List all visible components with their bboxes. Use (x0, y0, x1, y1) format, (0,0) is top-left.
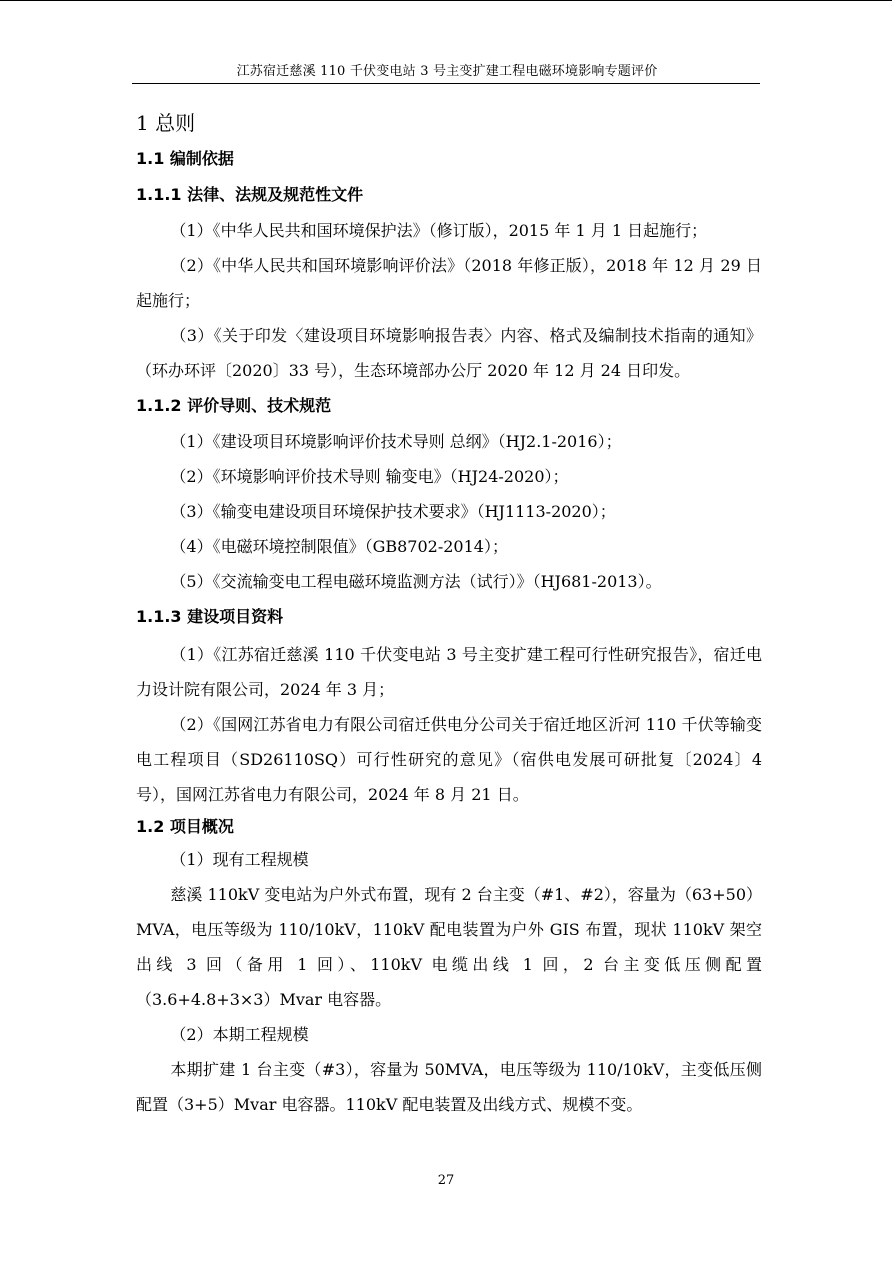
law-item-2: （2）《中华人民共和国环境影响评价法》（2018 年修正版），2018 年 12 月 29 日起施行； (136, 256, 762, 310)
guideline-item-3: （3）《输变电建设项目环境保护技术要求》（HJ1113-2020）； (170, 502, 616, 521)
page-number: 27 (437, 1173, 455, 1188)
section-1-2-heading: 1.2 项目概况 (136, 817, 234, 836)
guideline-item-4: （4）《电磁环境控制限值》（GB8702-2014）； (170, 537, 508, 556)
current-scale-text: 本期扩建 1 台主变（#3），容量为 50MVA，电压等级为 110/10kV，主变低压侧配置（3+5）Mvar 电容器。110kV 配电装置及出线方式、规模不变。 (136, 1060, 762, 1114)
section-1-1-2-heading: 1.1.2 评价导则、技术规范 (136, 396, 332, 415)
section-1-1-1-heading: 1.1.1 法律、法规及规范性文件 (136, 185, 364, 204)
project-doc-item-1: （1）《江苏宿迁慈溪 110 千伏变电站 3 号主变扩建工程可行性研究报告》，宿迁电力设计院有限公司，2024 年 3 月； (136, 645, 762, 699)
guideline-item-1: （1）《建设项目环境影响评价技术导则 总纲》（HJ2.1-2016）； (170, 432, 622, 451)
existing-scale-label: （1）现有工程规模 (170, 850, 309, 869)
running-header: 江苏宿迁慈溪 110 千伏变电站 3 号主变扩建工程电磁环境影响专题评价 (236, 64, 658, 79)
project-doc-item-2: （2）《国网江苏省电力有限公司宿迁供电分公司关于宿迁地区沂河 110 千伏等输变电工程项目（SD26110SQ）可行性研究的意见》（宿供电发展可研批复〔2024〕4 号），国网江苏省电力有限公司，2024 年 8 月 21 日。 (136, 715, 762, 804)
guideline-item-5: （5）《交流输变电工程电磁环境监测方法（试行）》（HJ681-2013）。 (170, 572, 662, 591)
header-rule (132, 83, 760, 84)
section-1-1-heading: 1.1 编制依据 (136, 149, 234, 168)
page-content (136, 105, 762, 1122)
guideline-item-2: （2）《环境影响评价技术导则 输变电》（HJ24-2020）； (170, 467, 569, 486)
existing-scale-text: 慈溪 110kV 变电站为户外式布置，现有 2 台主变（#1、#2），容量为（63+50）MVA，电压等级为 110/10kV，110kV 配电装置为户外 GIS 布置，现状 110kV 架空出线 3 回（备用 1 回）、110kV 电缆出线 1 回，2 台主变低压侧配置（3.6+4.8+3×3）Mvar 电容器。 (136, 885, 763, 1009)
law-item-1: （1）《中华人民共和国环境保护法》（修订版），2015 年 1 月 1 日起施行； (170, 221, 708, 240)
law-item-3: （3）《关于印发〈建设项目环境影响报告表〉内容、格式及编制技术指南的通知》（环办环评〔2020〕33 号），生态环境部办公厅 2020 年 12 月 24 日印发。 (136, 326, 762, 380)
section-1-1-3-heading: 1.1.3 建设项目资料 (136, 607, 284, 626)
section-1-heading: 1 总则 (136, 111, 196, 135)
current-scale-label: （2）本期工程规模 (170, 1025, 309, 1044)
